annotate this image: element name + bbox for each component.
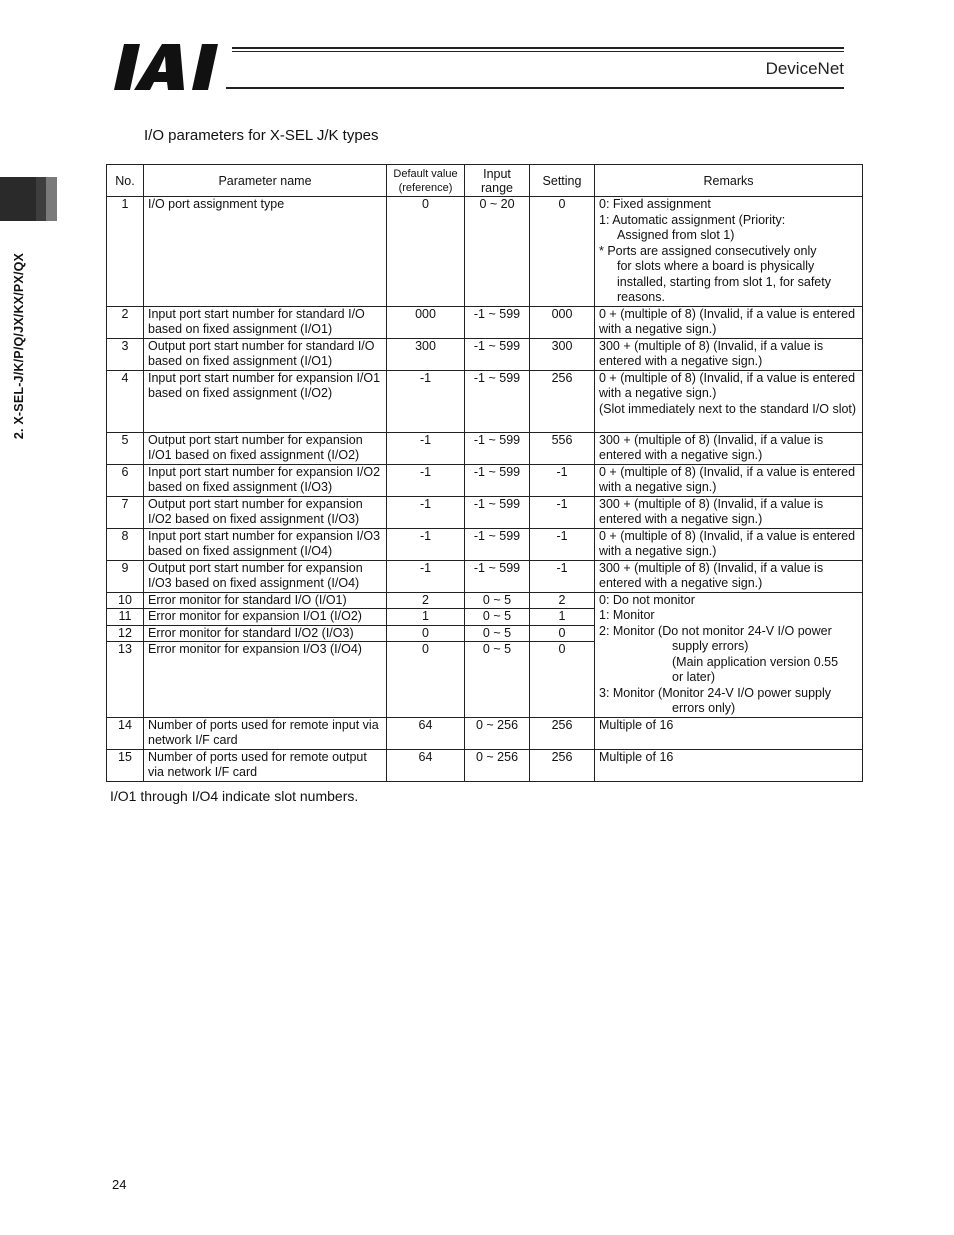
cell-default: -1 [387, 370, 465, 432]
table-row [107, 560, 863, 592]
col-header-remarks: Remarks [595, 165, 863, 197]
cell-name: Error monitor for standard I/O2 (I/O3) [144, 625, 387, 642]
chapter-tab-mid [36, 177, 46, 221]
cell-range: -1 ~ 599 [465, 338, 530, 370]
cell-range: 0 ~ 5 [465, 642, 530, 717]
cell-name: I/O port assignment type [144, 197, 387, 307]
cell-no: 4 [107, 370, 144, 432]
cell-remarks: 300 + (multiple of 8) (Invalid, if a value is entered with a negative sign.) [595, 432, 863, 464]
col-header-range: Input range [465, 165, 530, 197]
cell-range: -1 ~ 599 [465, 528, 530, 560]
cell-remarks: 0: Fixed assignment 1: Automatic assignment (Priority: Assigned from slot 1) * Ports are assigned consecutively only for slots where a board is physically installed, starting from slot 1, for safety reasons. [595, 197, 863, 307]
footnote: I/O1 through I/O4 indicate slot numbers. [110, 788, 359, 804]
cell-name: Output port start number for expansion I/O2 based on fixed assignment (I/O3) [144, 496, 387, 528]
cell-remarks: 300 + (multiple of 8) (Invalid, if a value is entered with a negative sign.) [595, 496, 863, 528]
header-rule-bottom [226, 87, 844, 89]
cell-no: 5 [107, 432, 144, 464]
cell-setting: 0 [530, 625, 595, 642]
cell-default: 0 [387, 642, 465, 717]
cell-default: 64 [387, 717, 465, 749]
cell-no: 2 [107, 306, 144, 338]
cell-setting: 0 [530, 197, 595, 307]
cell-setting: 000 [530, 306, 595, 338]
cell-name: Input port start number for expansion I/O1 based on fixed assignment (I/O2) [144, 370, 387, 432]
cell-no: 14 [107, 717, 144, 749]
cell-no: 6 [107, 464, 144, 496]
cell-default: -1 [387, 432, 465, 464]
cell-remarks: 0 + (multiple of 8) (Invalid, if a value is entered with a negative sign.) [595, 306, 863, 338]
cell-no: 7 [107, 496, 144, 528]
cell-range: -1 ~ 599 [465, 432, 530, 464]
cell-name: Output port start number for expansion I/O3 based on fixed assignment (I/O4) [144, 560, 387, 592]
cell-name: Output port start number for standard I/O based on fixed assignment (I/O1) [144, 338, 387, 370]
cell-range: -1 ~ 599 [465, 464, 530, 496]
cell-default: 300 [387, 338, 465, 370]
cell-remarks: Multiple of 16 [595, 749, 863, 781]
table-row [107, 338, 863, 370]
cell-setting: 556 [530, 432, 595, 464]
cell-default: 0 [387, 625, 465, 642]
io-parameters-table [106, 164, 863, 782]
cell-remarks: 300 + (multiple of 8) (Invalid, if a value is entered with a negative sign.) [595, 560, 863, 592]
col-header-default: Default value (reference) [387, 165, 465, 197]
cell-setting: 256 [530, 370, 595, 432]
table-row [107, 528, 863, 560]
table-row [107, 432, 863, 464]
cell-setting: 300 [530, 338, 595, 370]
cell-default: -1 [387, 528, 465, 560]
cell-name: Error monitor for expansion I/O3 (I/O4) [144, 642, 387, 717]
cell-setting: 2 [530, 592, 595, 609]
table-row [107, 496, 863, 528]
col-header-no: No. [107, 165, 144, 197]
cell-remarks: 0 + (multiple of 8) (Invalid, if a value is entered with a negative sign.) [595, 528, 863, 560]
table-row [107, 717, 863, 749]
cell-no: 15 [107, 749, 144, 781]
table-row [107, 749, 863, 781]
cell-name: Number of ports used for remote input via network I/F card [144, 717, 387, 749]
cell-name: Input port start number for standard I/O based on fixed assignment (I/O1) [144, 306, 387, 338]
chapter-tab-dark [0, 177, 36, 221]
cell-setting: -1 [530, 528, 595, 560]
header-rule-top [232, 47, 844, 49]
cell-default: -1 [387, 464, 465, 496]
cell-no: 3 [107, 338, 144, 370]
page-number: 24 [112, 1177, 127, 1192]
cell-default: 0 [387, 197, 465, 307]
cell-no: 13 [107, 642, 144, 717]
header-rule-upper [232, 51, 844, 52]
cell-name: Output port start number for expansion I/O1 based on fixed assignment (I/O2) [144, 432, 387, 464]
cell-remarks: 0 + (multiple of 8) (Invalid, if a value is entered with a negative sign.) [595, 464, 863, 496]
cell-no: 9 [107, 560, 144, 592]
cell-range: -1 ~ 599 [465, 306, 530, 338]
col-header-setting: Setting [530, 165, 595, 197]
cell-default: -1 [387, 496, 465, 528]
table-row [107, 197, 863, 307]
cell-remarks: 0 + (multiple of 8) (Invalid, if a value is entered with a negative sign.) (Slot immediately next to the standard I/O slot) [595, 370, 863, 432]
cell-no: 8 [107, 528, 144, 560]
cell-range: 0 ~ 5 [465, 625, 530, 642]
cell-setting: 256 [530, 749, 595, 781]
cell-default: 1 [387, 609, 465, 626]
cell-remarks-error-monitor: 0: Do not monitor 1: Monitor 2: Monitor (Do not monitor 24-V I/O power supply errors) (Main application version 0.55 or later) 3: Monitor (Monitor 24-V I/O power supply errors only) [595, 592, 863, 717]
table-row [107, 464, 863, 496]
section-title: I/O parameters for X-SEL J/K types [144, 127, 379, 144]
cell-no: 12 [107, 625, 144, 642]
cell-range: -1 ~ 599 [465, 496, 530, 528]
cell-setting: -1 [530, 496, 595, 528]
cell-setting: -1 [530, 560, 595, 592]
cell-range: -1 ~ 599 [465, 370, 530, 432]
header-title: DeviceNet [765, 59, 844, 78]
cell-range: 0 ~ 5 [465, 609, 530, 626]
cell-default: -1 [387, 560, 465, 592]
chapter-tab-light [46, 177, 57, 221]
cell-default: 2 [387, 592, 465, 609]
table-header-row [107, 165, 863, 197]
cell-remarks: 300 + (multiple of 8) (Invalid, if a value is entered with a negative sign.) [595, 338, 863, 370]
cell-setting: -1 [530, 464, 595, 496]
cell-range: 0 ~ 256 [465, 749, 530, 781]
cell-range: 0 ~ 20 [465, 197, 530, 307]
cell-name: Input port start number for expansion I/O3 based on fixed assignment (I/O4) [144, 528, 387, 560]
cell-default: 000 [387, 306, 465, 338]
cell-remarks: Multiple of 16 [595, 717, 863, 749]
iai-logo [110, 44, 228, 90]
cell-name: Input port start number for expansion I/O2 based on fixed assignment (I/O3) [144, 464, 387, 496]
cell-name: Error monitor for standard I/O (I/O1) [144, 592, 387, 609]
table-row [107, 370, 863, 432]
cell-setting: 0 [530, 642, 595, 717]
table-row [107, 306, 863, 338]
cell-range: 0 ~ 5 [465, 592, 530, 609]
cell-no: 10 [107, 592, 144, 609]
cell-range: 0 ~ 256 [465, 717, 530, 749]
cell-setting: 256 [530, 717, 595, 749]
cell-name: Number of ports used for remote output via network I/F card [144, 749, 387, 781]
cell-no: 11 [107, 609, 144, 626]
col-header-name: Parameter name [144, 165, 387, 197]
chapter-side-label: 2. X-SEL-J/K/P/Q/JX/KX/PX/QX [12, 252, 26, 440]
cell-setting: 1 [530, 609, 595, 626]
cell-no: 1 [107, 197, 144, 307]
cell-name: Error monitor for expansion I/O1 (I/O2) [144, 609, 387, 626]
cell-range: -1 ~ 599 [465, 560, 530, 592]
cell-default: 64 [387, 749, 465, 781]
table-row [107, 592, 863, 609]
